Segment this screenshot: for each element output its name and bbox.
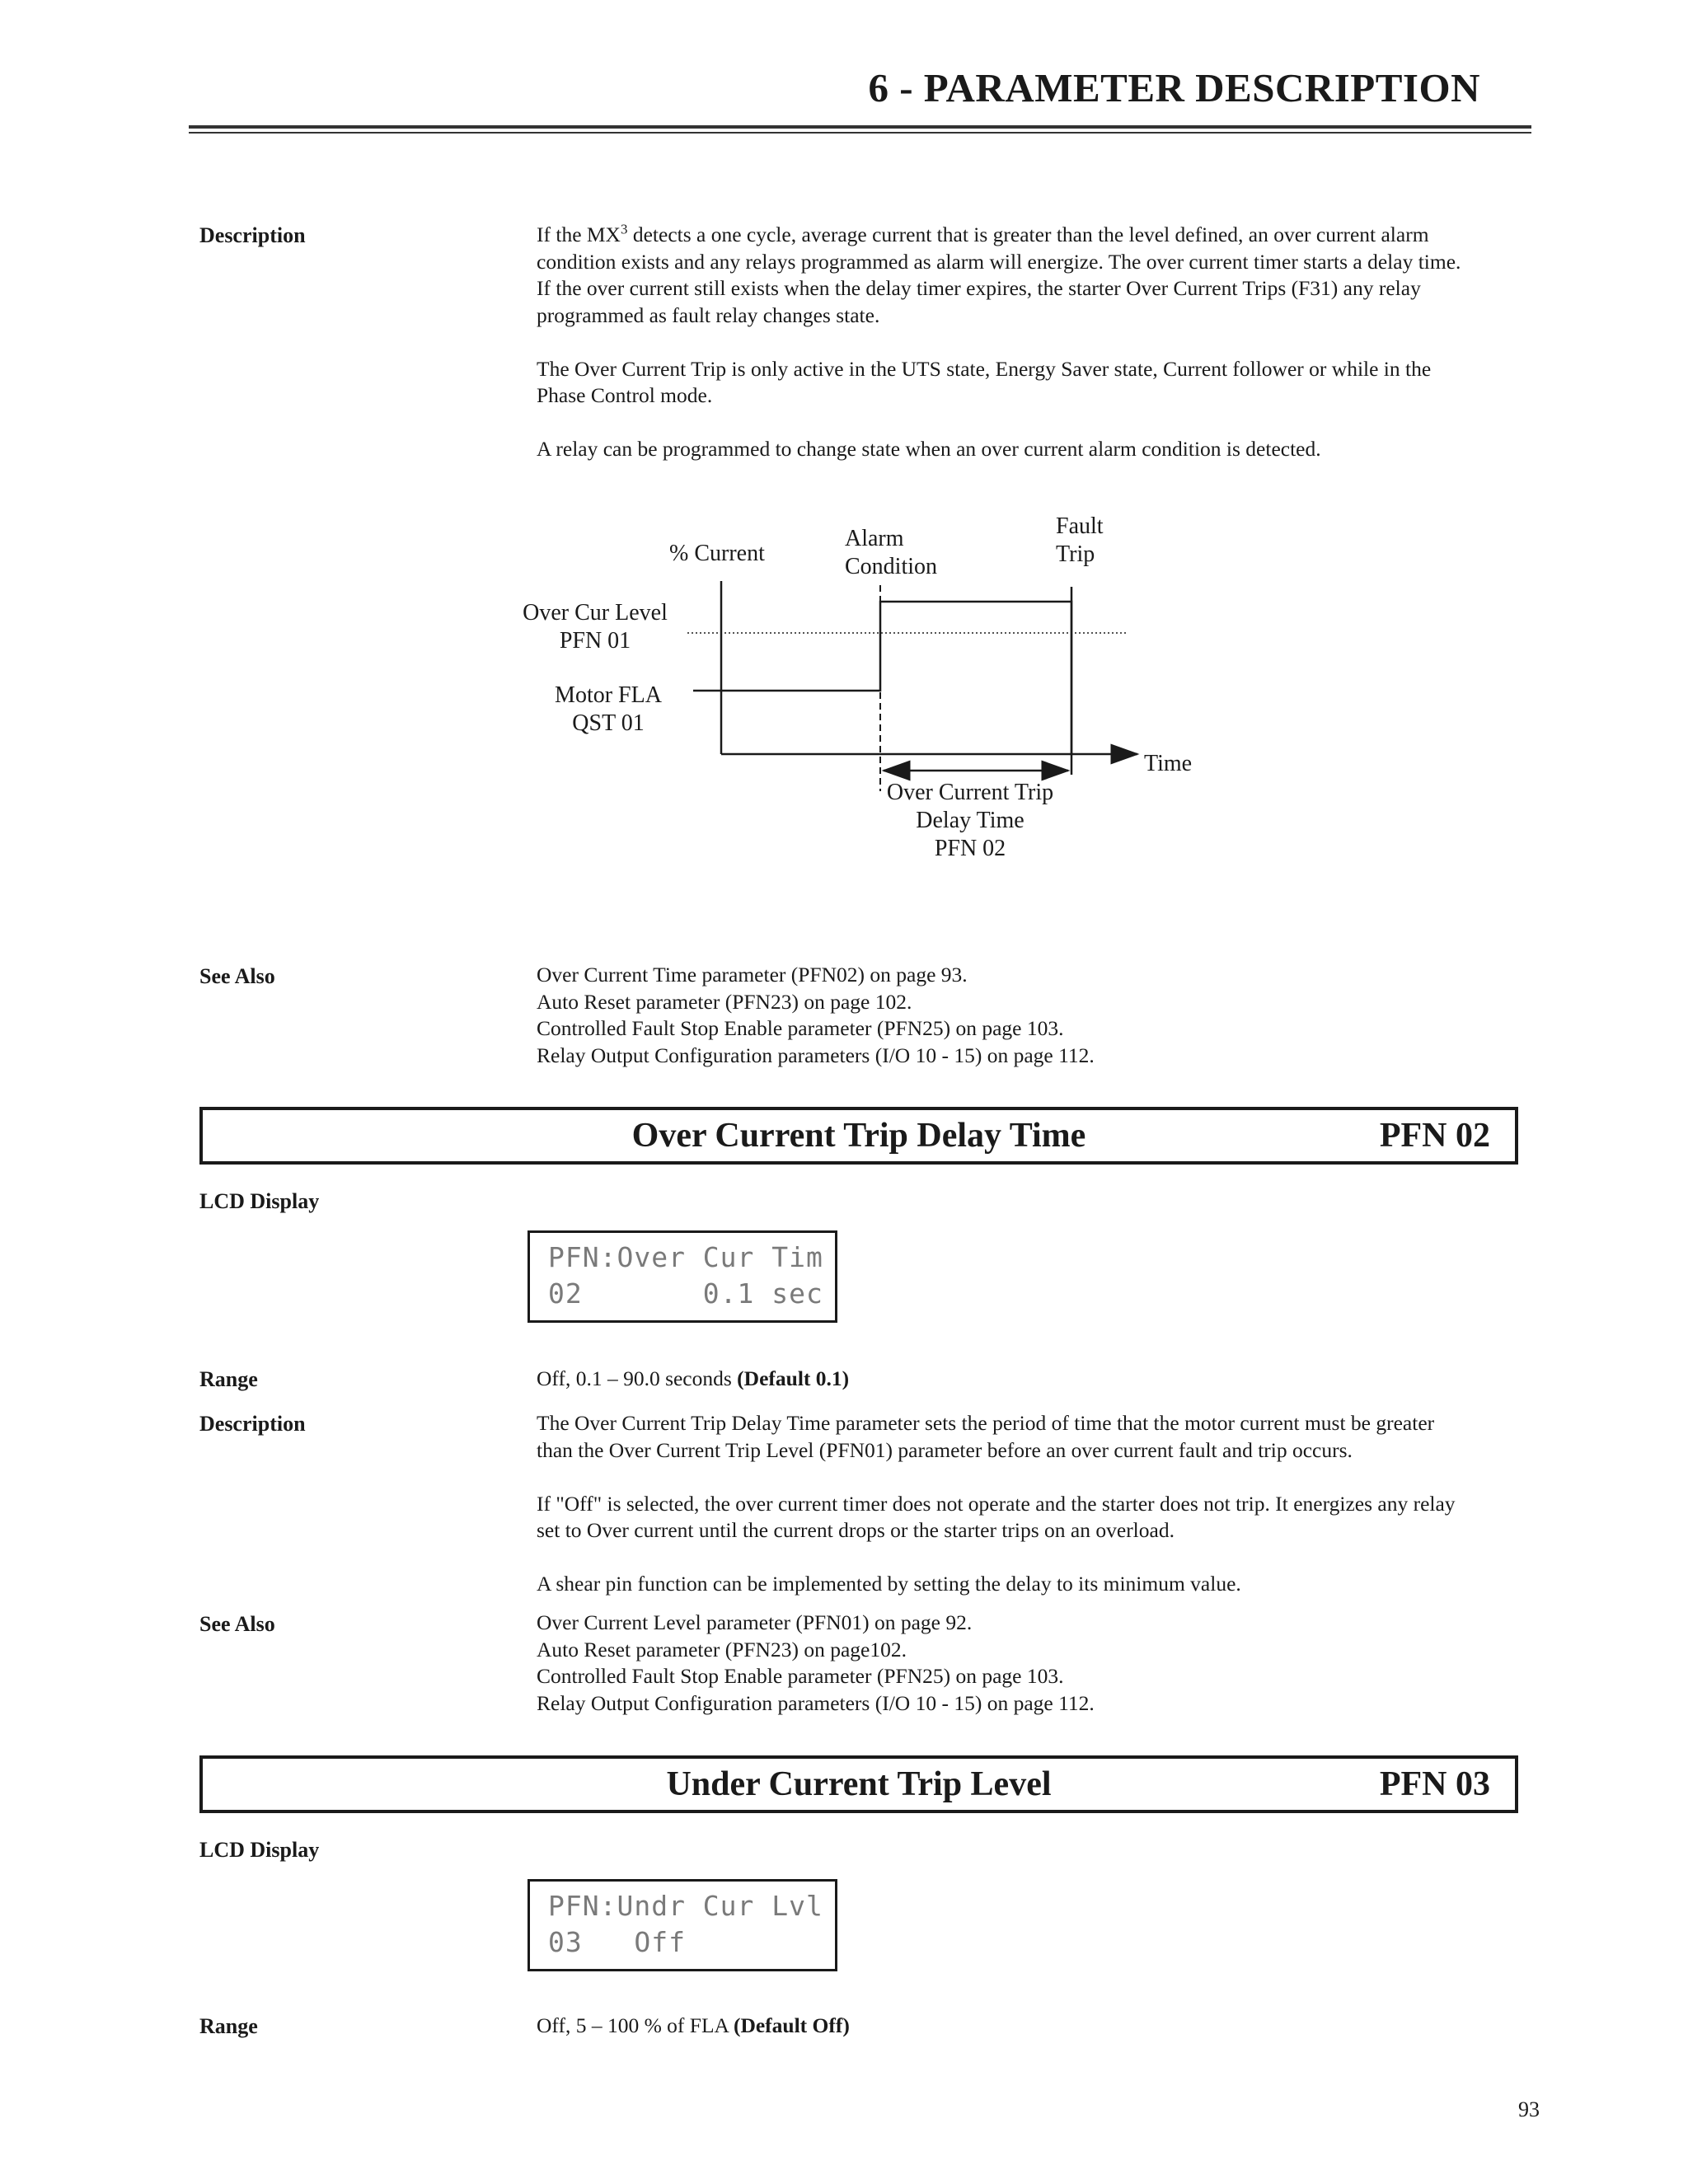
text-span: condition exists and any relays programmed as alarm will energize. The over current timer starts a delay time. xyxy=(537,249,1461,274)
over-current-timing-diagram xyxy=(495,503,1236,890)
see-also-link[interactable]: Auto Reset parameter (PFN23) on page 102. xyxy=(537,989,912,1014)
range-default: (Default Off) xyxy=(733,2013,850,2037)
pfn02-description-paragraph-2 xyxy=(537,1491,1526,1544)
section-title: Over Current Trip Delay Time xyxy=(631,1117,1086,1155)
text-span: programmed as fault relay changes state. xyxy=(537,302,880,327)
header-rule-thick xyxy=(189,125,1531,129)
page-header-title: 6 - PARAMETER DESCRIPTION xyxy=(868,65,1480,110)
text-span: If the MX xyxy=(537,223,621,246)
range-label: Range xyxy=(199,1367,258,1391)
lcd-line-2: 03 Off xyxy=(548,1926,686,1958)
text-span: Phase Control mode. xyxy=(537,383,713,407)
pfn01-description xyxy=(537,222,1526,463)
pfn01-see-also-list xyxy=(537,962,1526,1069)
text-span: The Over Current Trip Delay Time parameter sets the period of time that the motor current must be greater xyxy=(537,1411,1435,1435)
y-axis-label: % Current xyxy=(669,541,765,566)
pfn02-description xyxy=(537,1410,1526,1598)
pfn02-range xyxy=(537,1366,1526,1393)
alarm-label-2: Condition xyxy=(845,554,938,579)
pfn02-description-paragraph-1 xyxy=(537,1410,1526,1464)
description-label: Description xyxy=(199,1412,306,1436)
text-span: set to Over current until the current drops or the starter trips on an overload. xyxy=(537,1518,1175,1542)
range-label: Range xyxy=(199,2014,258,2038)
section-code: PFN 02 xyxy=(1379,1117,1490,1155)
section-code: PFN 03 xyxy=(1379,1765,1490,1803)
text-span: detects a one cycle, average current that is greater than the level defined, an over current alarm xyxy=(627,223,1429,246)
range-default: (Default 0.1) xyxy=(737,1366,850,1390)
pfn03-lcd-display xyxy=(528,1879,837,1971)
lcd-display-label: LCD Display xyxy=(199,1189,320,1213)
text-span: The Over Current Trip is only active in the UTS state, Energy Saver state, Current follower or while in the xyxy=(537,356,1432,381)
text-span: than the Over Current Trip Level (PFN01) parameter before an over current fault and trip occurs. xyxy=(537,1437,1353,1462)
superscript: 3 xyxy=(620,221,628,237)
see-also-link[interactable]: Relay Output Configuration parameters (I/O 10 - 15) on page 112. xyxy=(537,1690,1095,1715)
fault-label-2: Trip xyxy=(1056,541,1095,567)
lcd-line-2: 02 0.1 sec xyxy=(548,1277,823,1310)
pfn01-description-paragraph-2 xyxy=(537,356,1526,410)
text-span: If the over current still exists when the delay timer expires, the starter Over Current Trips (F31) any relay xyxy=(537,276,1421,300)
time-label: Time xyxy=(1144,751,1193,776)
range-text: Off, 0.1 – 90.0 seconds xyxy=(537,1366,738,1390)
lcd-display-label: LCD Display xyxy=(199,1838,320,1862)
pfn03-section-header xyxy=(199,1755,1518,1813)
pfn02-lcd-display xyxy=(528,1230,837,1323)
section-title: Under Current Trip Level xyxy=(666,1765,1052,1803)
see-also-label: See Also xyxy=(199,1612,275,1636)
see-also-link[interactable]: Over Current Level parameter (PFN01) on page 92. xyxy=(537,1610,973,1634)
pfn01-description-paragraph-3: A relay can be programmed to change state when an over current alarm condition is detected. xyxy=(537,437,1321,461)
over-cur-level-label-1: Over Cur Level xyxy=(523,600,668,626)
see-also-link[interactable]: Controlled Fault Stop Enable parameter (PFN25) on page 103. xyxy=(537,1664,1064,1688)
range-text: Off, 5 – 100 % of FLA xyxy=(537,2013,734,2037)
pfn02-section-header xyxy=(199,1107,1518,1165)
see-also-link[interactable]: Auto Reset parameter (PFN23) on page102. xyxy=(537,1637,907,1661)
page-number: 93 xyxy=(1518,2097,1540,2121)
see-also-label: See Also xyxy=(199,964,275,988)
delay-label-2: Delay Time xyxy=(916,808,1025,833)
delay-label-3: PFN 02 xyxy=(934,836,1006,861)
motor-fla-label-2: QST 01 xyxy=(572,710,645,736)
current-trace xyxy=(693,602,1071,754)
pfn01-description-paragraph-1 xyxy=(537,222,1526,329)
lcd-line-1: PFN:Undr Cur Lvl xyxy=(548,1890,823,1922)
see-also-link[interactable]: Over Current Time parameter (PFN02) on page 93. xyxy=(537,963,968,987)
lcd-line-1: PFN:Over Cur Tim xyxy=(548,1241,823,1273)
see-also-link[interactable]: Relay Output Configuration parameters (I/O 10 - 15) on page 112. xyxy=(537,1043,1095,1067)
alarm-label-1: Alarm xyxy=(845,526,904,551)
motor-fla-label-1: Motor FLA xyxy=(555,682,662,708)
pfn02-description-paragraph-3: A shear pin function can be implemented by setting the delay to its minimum value. xyxy=(537,1572,1241,1596)
header-rule-thin xyxy=(189,132,1531,134)
fault-label-1: Fault xyxy=(1056,513,1104,539)
pfn03-range xyxy=(537,2013,1526,2040)
delay-label-1: Over Current Trip xyxy=(886,780,1054,805)
pfn02-see-also-list xyxy=(537,1610,1526,1717)
over-cur-level-label-2: PFN 01 xyxy=(559,628,631,654)
description-label: Description xyxy=(199,223,306,247)
text-span: If "Off" is selected, the over current timer does not operate and the starter does not trip. It energizes any relay xyxy=(537,1491,1456,1516)
see-also-link[interactable]: Controlled Fault Stop Enable parameter (PFN25) on page 103. xyxy=(537,1016,1064,1040)
